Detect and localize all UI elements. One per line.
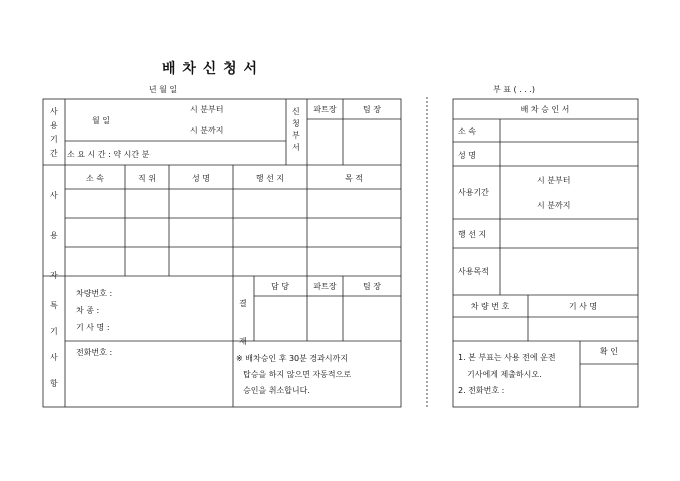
right-time-from: 시 분부터 bbox=[537, 176, 571, 185]
right-time-to: 시 분까지 bbox=[537, 201, 571, 210]
user-col-destination: 행 선 지 bbox=[255, 174, 285, 183]
user-col-position: 직 위 bbox=[138, 174, 156, 183]
right-name: 성 명 bbox=[458, 151, 476, 160]
user-label: 사용자 bbox=[50, 191, 58, 280]
right-note-2: 2. 전화번호 : bbox=[458, 386, 505, 395]
user-col-affiliation: 소 속 bbox=[86, 174, 104, 183]
period-duration: 소 요 시 간 : 약 시간 분 bbox=[67, 150, 150, 159]
user-col-purpose: 목 적 bbox=[345, 174, 363, 183]
request-date: 년 월 일 bbox=[148, 85, 178, 94]
special-label: 특기사항 bbox=[50, 301, 58, 388]
dept-label: 신청부서 bbox=[292, 107, 300, 152]
special-driver: 기 사 명 : bbox=[76, 323, 110, 332]
user-col-name: 성 명 bbox=[192, 174, 210, 183]
right-purpose: 사용목적 bbox=[458, 267, 489, 276]
approval-label: 결재 bbox=[239, 299, 247, 346]
right-note-1b: 기사에게 제출하시오. bbox=[467, 370, 542, 379]
special-phone: 전화번호 : bbox=[76, 348, 113, 357]
notice-line-1: ※ 배차승인 후 30분 경과시까지 bbox=[236, 354, 349, 363]
dept-team-leader: 팀 장 bbox=[363, 105, 381, 114]
right-confirm: 확 인 bbox=[600, 347, 618, 356]
stub-header: 부 표 ( . . .) bbox=[493, 85, 536, 94]
period-label: 사용기간 bbox=[50, 107, 58, 158]
notice-line-2: 탑승을 하지 않으면 자동적으로 bbox=[243, 370, 352, 379]
approval-team-leader: 팀 장 bbox=[363, 282, 381, 291]
notice-line-3: 승인을 취소합니다. bbox=[243, 386, 310, 395]
right-destination: 행 선 지 bbox=[458, 230, 487, 239]
period-time-to: 시 분까지 bbox=[190, 126, 224, 135]
approval-part-leader: 파트장 bbox=[313, 282, 337, 291]
special-vehicle-type: 차 종 : bbox=[76, 306, 100, 315]
right-title: 배 차 승 인 서 bbox=[520, 105, 570, 114]
period-month-day: 월 일 bbox=[92, 116, 110, 125]
right-affiliation: 소 속 bbox=[458, 127, 476, 136]
right-driver: 기 사 명 bbox=[568, 302, 598, 311]
left-title: 배 차 신 청 서 bbox=[161, 61, 259, 77]
right-vehicle-no: 차 량 번 호 bbox=[470, 302, 510, 311]
approval-charge: 담 당 bbox=[271, 282, 289, 291]
period-time-from: 시 분부터 bbox=[190, 105, 224, 114]
right-period-label: 사용기간 bbox=[458, 188, 489, 197]
special-vehicle-no: 차량번호 : bbox=[76, 289, 113, 298]
dept-part-leader: 파트장 bbox=[313, 105, 337, 114]
right-note-1: 1. 본 부표는 사용 전에 운전 bbox=[458, 353, 556, 362]
